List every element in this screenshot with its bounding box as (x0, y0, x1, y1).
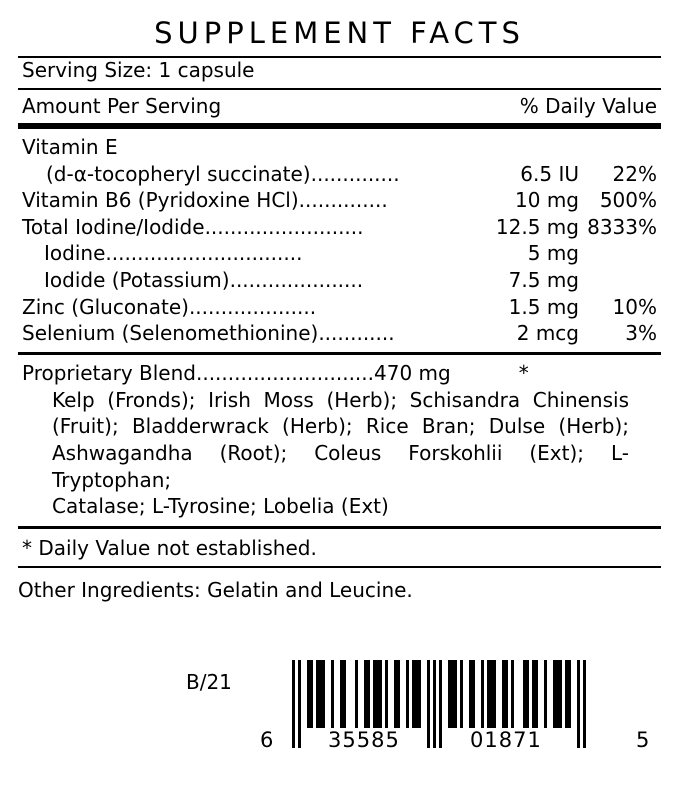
daily-value-footnote: * Daily Value not established. (22, 535, 317, 560)
nutrient-name: Total Iodine/Iodide (22, 214, 205, 239)
proprietary-blend-section (16, 355, 663, 526)
blend-name: Proprietary Blend (22, 360, 196, 385)
table-row (22, 240, 657, 267)
other-ingredients: Other Ingredients: Gelatin and Leucine. (18, 577, 413, 602)
nutrient-name: Iodide (Potassium) (44, 267, 230, 292)
barcode-bar (487, 660, 496, 728)
nutrient-rows (16, 129, 663, 352)
table-row (22, 187, 657, 214)
nutrient-amount: 6.5 IU (520, 161, 579, 186)
page-title: SUPPLEMENT FACTS (154, 16, 525, 50)
table-header-row (16, 90, 663, 123)
blend-header-row (22, 361, 657, 385)
leader-dots: .............. (298, 188, 388, 213)
leader-dots: .............. (310, 161, 400, 186)
blend-ingredients-last-line: Catalase; L-Tyrosine; Lobelia (Ext) (52, 494, 389, 519)
nutrient-name: Vitamin E (22, 135, 118, 159)
barcode-section (0, 660, 679, 780)
nutrient-amount: 7.5 mg (508, 267, 579, 292)
leader-dots: ............ (318, 321, 395, 346)
nutrient-name: Selenium (Selenomethionine) (22, 321, 319, 346)
table-row (22, 214, 657, 241)
leader-dots: ......................... (204, 214, 364, 239)
nutrient-amount: 2 mcg (516, 321, 579, 346)
table-row (22, 294, 657, 321)
blend-dv: * (518, 360, 529, 385)
table-row (22, 267, 657, 294)
header-daily-value: % Daily Value (519, 94, 657, 118)
barcode-digit-left: 6 (260, 728, 275, 752)
nutrient-dv: 3% (625, 321, 657, 346)
barcode-space (346, 660, 355, 728)
blend-ingredients (22, 385, 657, 522)
barcode-bar (553, 660, 562, 728)
nutrient-name: Iodine (44, 241, 106, 266)
blend-amount: 470 mg (374, 360, 451, 385)
leader-dots: ............................ (195, 360, 374, 385)
barcode-bars (292, 660, 622, 728)
table-row (22, 161, 657, 188)
nutrient-amount: 10 mg (515, 188, 579, 213)
table-row (22, 134, 657, 161)
leader-dots: .................... (188, 294, 317, 319)
barcode-space (514, 660, 523, 728)
barcode-digit-right: 5 (636, 728, 651, 752)
barcode-bar (448, 660, 457, 728)
blend-ingredients-text: Kelp (Fronds); Irish Moss (Herb); Schisandra Chinensis (Fruit); Bladderwrack (Herb); Rice Bran; Dulse (Herb); Ashwagandha (Root); Coleus Forskohlii (Ext); L-Tryptophan; (52, 387, 629, 492)
nutrient-amount: 5 mg (527, 241, 579, 266)
nutrient-amount: 12.5 mg (495, 214, 579, 239)
barcode-digit-group-2: 01871 (470, 728, 542, 752)
barcode-bar (316, 660, 325, 728)
nutrient-name: Zinc (Gluconate) (22, 294, 189, 319)
nutrient-dv: 22% (612, 161, 657, 186)
header-amount-per-serving: Amount Per Serving (22, 94, 222, 118)
nutrient-dv: 500% (599, 188, 657, 213)
nutrient-amount: 1.5 mg (508, 294, 579, 319)
barcode-digit-group-1: 35585 (328, 728, 400, 752)
nutrient-dv: 10% (612, 294, 657, 319)
barcode-bar (583, 660, 586, 748)
table-row (22, 320, 657, 347)
leader-dots: ..................... (229, 267, 364, 292)
nutrient-dv: 8333% (587, 214, 657, 239)
leader-dots: ............................... (105, 241, 303, 266)
barcode-bar (412, 660, 421, 728)
serving-size: Serving Size: 1 capsule (22, 58, 255, 82)
barcode (258, 660, 658, 775)
barcode-bar (373, 660, 382, 728)
nutrient-name: Vitamin B6 (Pyridoxine HCl) (22, 188, 299, 213)
lot-code: B/21 (186, 670, 232, 694)
nutrient-name: (d-α-tocopheryl succinate) (46, 161, 311, 186)
